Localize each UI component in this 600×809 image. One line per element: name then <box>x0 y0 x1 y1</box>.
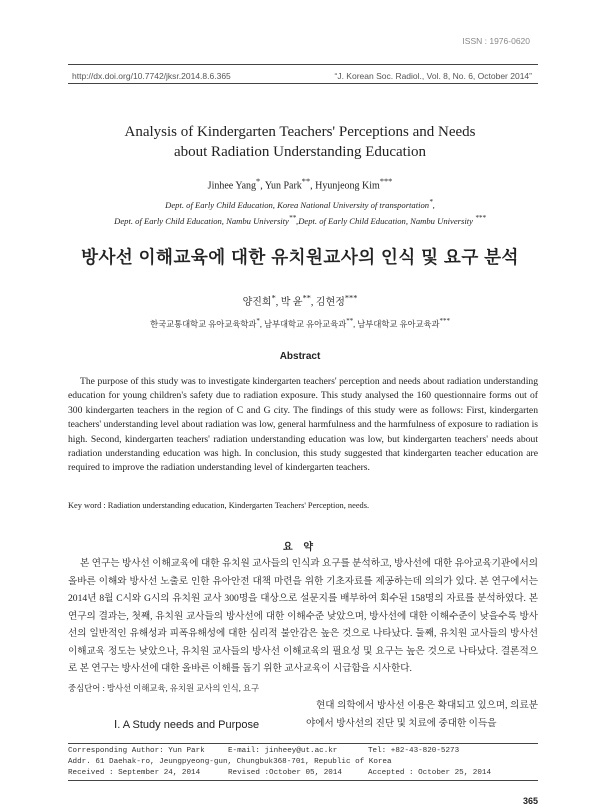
korean-keywords: 중심단어 : 방사선 이해교육, 유치원 교사의 인식, 요구 <box>68 684 260 693</box>
korean-affiliation-1: 한국교통대학교 유아교육학과 <box>150 320 257 329</box>
revised-date: Revised :October 05, 2014 <box>228 768 342 777</box>
doi-link[interactable]: http://dx.doi.org/10.7742/jksr.2014.8.6.365 <box>72 71 231 81</box>
korean-author-3-mark: *** <box>344 293 358 303</box>
affiliation-line2: Dept. of Early Child Education, Nambu University**,Dept. of Early Child Education, Nambu University *** <box>114 213 486 226</box>
korean-authors: 양진희*, 박 윤**, 김현정*** <box>242 293 358 308</box>
author-address: Addr. 61 Daehak-ro, Jeungpyeong-gun, Chungbuk368-701, Republic of Korea <box>68 757 392 766</box>
footer-row-dates <box>68 768 538 779</box>
issn: ISSN : 1976-0620 <box>462 36 530 46</box>
author-1: Jinhee Yang <box>207 180 257 192</box>
affiliation-1-mark: * <box>429 198 433 206</box>
korean-author-1-mark: * <box>271 293 276 303</box>
abstract-keywords: Key word : Radiation understanding education, Kindergarten Teachers' Perception, needs. <box>68 501 370 510</box>
english-authors: Jinhee Yang*, Yun Park**, Hyunjeong Kim*** <box>207 177 393 192</box>
author-tel: Tel: +82-43-820-5273 <box>368 747 460 755</box>
abstract-text: The purpose of this study was to investigate kindergarten teachers' perception and needs about radiation understanding education for young children's safety due to radiation exposure. This study analysed the 160 questionnaire forms out of 300 kindergarten teachers in the region of C and G city. The findings of this study were as follows: First, kindergarten teachers' understanding level about radiation was low, general harmfulness and the harmfulness of exposure to radiation is high. Second, kindergarten teachers' radiation understanding education was low, but kindergarten teachers' needs about radiation understanding education was high. In conclusion, this study suggested that kindergarten teacher education are required to improve the radiation understanding level of kindergarten teachers. <box>68 376 538 474</box>
author-3: Hyunjeong Kim <box>315 180 380 192</box>
footer-rule-bottom <box>68 780 538 781</box>
korean-summary-text: 본 연구는 방사선 이해교육에 대한 유치원 교사들의 인식과 요구를 분석하고, 방사선에 대한 유아교육기관에서의 올바른 이해와 방사선 노출로 인한 유아안전 대책 마련을 위한 기초자료를 제공하는데 의의가 있다. 본 연구에서는 2014년 8월 C시와 G시의 유치원 교사 300명을 대상으로 설문지를 배부하여 회수된 158명의 자료를 분석하였다. 본 연구의 결과는, 첫째, 유치원 교사들의 방사선에 대한 이해수준 낮았으며, 방사선에 대한 이해수준이 낮을수록 방사선의 일반적인 유해성과 피폭유해성에 대한 심리적 불안감은 높은 것으로 나타났다. 둘째, 유치원 교사들의 방사선 이해교육 정도는 낮았으나, 유치원 교사들의 방사선 이해교육의 필요성 및 요구는 높은 것으로 나타났다. 결론적으로 본 연구는 방사선에 대한 올바른 이해를 돕기 위한 교사교육이 시급함을 시사한다. <box>68 558 538 674</box>
received-date: Received : September 24, 2014 <box>68 768 201 777</box>
korean-author-3: 김현정 <box>315 297 345 308</box>
korean-affiliation-3-mark: *** <box>439 318 450 326</box>
author-2-mark: ** <box>301 177 311 186</box>
english-title-line2: about Radiation Understanding Education <box>173 144 427 160</box>
header-rule-top <box>68 64 538 65</box>
korean-affiliation-3: 남부대학교 유아교육과 <box>357 320 440 329</box>
korean-summary-heading: 요 약 <box>282 542 318 553</box>
header-rule-bottom <box>68 83 538 84</box>
affiliation-2-mark: ** <box>288 213 297 222</box>
korean-author-1: 양진희 <box>242 297 272 308</box>
affiliation-line1: Dept. of Early Child Education, Korea National University of transportation*, <box>165 198 435 210</box>
korean-affiliation-2-mark: ** <box>346 318 354 326</box>
footer-row-contact <box>68 746 538 757</box>
english-affiliations <box>0 196 600 228</box>
author-3-mark: *** <box>379 177 393 186</box>
page-number: 365 <box>522 796 538 806</box>
corresponding-author: Corresponding Author: Yun Park <box>68 747 205 755</box>
affiliation-1: Dept. of Early Child Education, Korea National University of transportation <box>165 199 430 210</box>
footer-info <box>68 746 538 778</box>
accepted-date: Accepted : October 25, 2014 <box>368 768 492 777</box>
korean-author-2-mark: ** <box>302 293 311 303</box>
journal-citation: “J. Korean Soc. Radiol., Vol. 8, No. 6, October 2014” <box>334 71 532 81</box>
author-email[interactable]: E-mail: jinheey@ut.ac.kr <box>228 747 338 755</box>
author-2: Yun Park <box>264 180 302 192</box>
intro-text: 현대 의학에서 방사선 이용은 확대되고 있으며, 의료분야에서 방사선의 진단 및 치료에 중대한 이득을 <box>306 700 538 729</box>
korean-author-2: 박 윤 <box>280 297 303 308</box>
footer-row-address <box>68 757 538 768</box>
affiliation-3-mark: *** <box>475 213 486 222</box>
english-title <box>0 122 600 162</box>
footer-rule <box>68 743 538 744</box>
abstract-heading: Abstract <box>279 351 321 362</box>
korean-title: 방사선 이해교육에 대한 유치원교사의 인식 및 요구 분석 <box>81 247 519 267</box>
korean-affiliation-2: 남부대학교 유아교육과 <box>264 320 347 329</box>
section-heading: Ⅰ. A Study needs and Purpose <box>114 719 260 731</box>
korean-affiliations: 한국교통대학교 유아교육학과*, 남부대학교 유아교육과**, 남부대학교 유아교육과*** <box>150 318 450 329</box>
affiliation-3: Dept. of Early Child Education, Nambu University <box>298 215 473 226</box>
affiliation-2: Dept. of Early Child Education, Nambu University <box>114 215 289 226</box>
author-1-mark: * <box>256 177 261 186</box>
english-title-line1: Analysis of Kindergarten Teachers' Perceptions and Needs <box>124 124 476 140</box>
korean-affiliation-1-mark: * <box>256 318 260 326</box>
